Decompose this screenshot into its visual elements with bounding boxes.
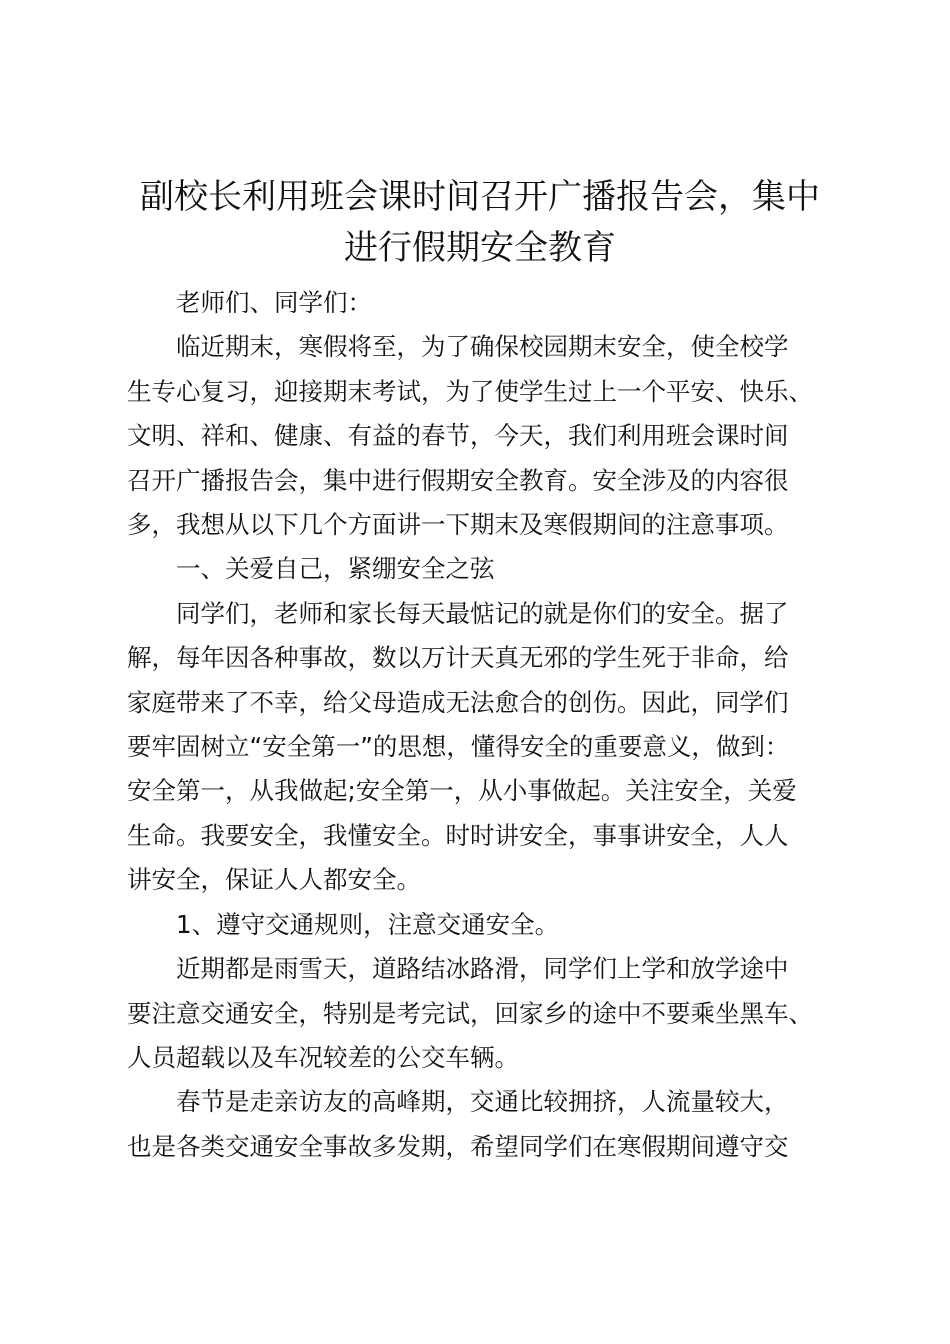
paragraph-line: 安全第一，从我做起;安全第一，从小事做起。关注安全，关爱: [127, 776, 797, 806]
paragraph-line: 近期都是雨雪天，道路结冰路滑，同学们上学和放学途中: [176, 954, 789, 984]
paragraph-line: 要牢固树立“安全第一”的思想，懂得安全的重要意义，做到：: [127, 732, 790, 762]
paragraph-line: 文明、祥和、健康、有益的春节，今天，我们利用班会课时间: [127, 421, 789, 451]
paragraph-line: 解，每年因各种事故，数以万计天真无邪的学生死于非命，给: [127, 643, 789, 673]
paragraph-line: 老师们、同学们：: [176, 288, 372, 317]
paragraph-line: 临近期末，寒假将至，为了确保校园期末安全，使全校学: [176, 332, 789, 362]
document-title: [127, 172, 833, 274]
paragraph-line: 生专心复习，迎接期末考试，为了使学生过上一个平安、快乐、: [127, 376, 813, 406]
paragraph-line: 多，我想从以下几个方面讲一下期末及寒假期间的注意事项。: [127, 510, 789, 540]
paragraph-line: 同学们，老师和家长每天最惦记的就是你们的安全。据了: [176, 598, 789, 628]
salutation-paragraph: [127, 281, 833, 325]
paragraph-line: 召开广播报告会，集中进行假期安全教育。安全涉及的内容很: [127, 465, 789, 495]
paragraph-line: 讲安全，保证人人都安全。: [127, 865, 421, 895]
traffic-paragraph: [127, 947, 833, 1080]
paragraph-line: 家庭带来了不幸，给父母造成无法愈合的创伤。因此，同学们: [127, 687, 789, 717]
paragraph-line: 要注意交通安全，特别是考完试，回家乡的途中不要乘坐黑车、: [127, 998, 813, 1028]
paragraph-line: 也是各类交通安全事故多发期，希望同学们在寒假期间遵守交: [127, 1131, 789, 1161]
paragraph-line: 生命。我要安全，我懂安全。时时讲安全，事事讲安全，人人: [127, 820, 789, 850]
paragraph-line: 春节是走亲访友的高峰期，交通比较拥挤，人流量较大，: [176, 1087, 789, 1117]
document-body: [127, 281, 833, 1169]
section-heading-1: [127, 547, 833, 591]
subsection-heading-1: [127, 903, 833, 947]
safety-paragraph: [127, 592, 833, 903]
intro-paragraph: [127, 325, 833, 547]
title-line-1: 副校长利用班会课时间召开广播报告会，集中: [140, 177, 820, 217]
subsection-heading-text: 1、遵守交通规则，注意交通安全。: [176, 909, 560, 939]
document-page: [127, 172, 833, 1169]
paragraph-line: 人员超载以及车况较差的公交车辆。: [127, 1042, 519, 1072]
section-heading-text: 一、关爱自己，紧绷安全之弦: [176, 554, 495, 584]
spring-festival-paragraph: [127, 1080, 833, 1169]
title-line-2: 进行假期安全教育: [344, 228, 616, 268]
